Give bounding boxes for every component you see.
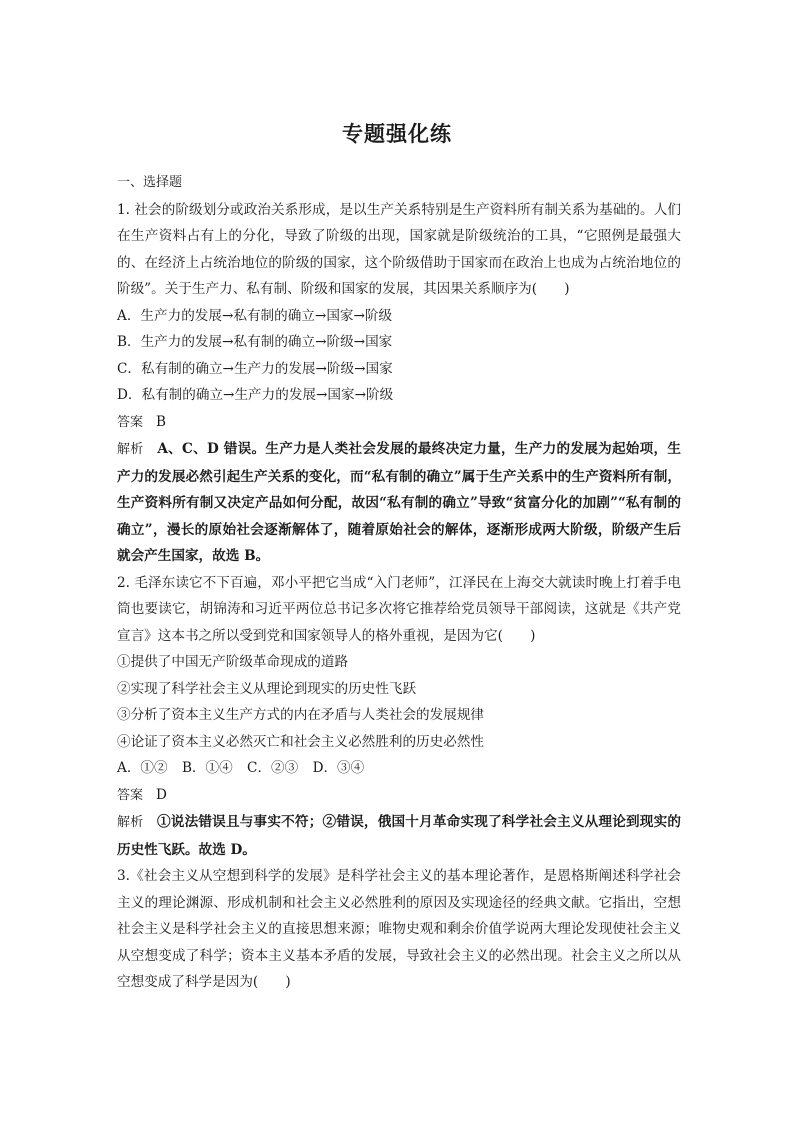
question-2-option-b: B．①④ [181, 760, 233, 776]
question-1-option-d: D．私有制的确立→生产力的发展→国家→阶级 [117, 387, 394, 403]
question-2-item-4: ④论证了资本主义必然灭亡和社会主义必然胜利的历史必然性 [117, 733, 485, 750]
question-2-item-3: ③分析了资本主义生产方式的内在矛盾与人类社会的发展规律 [117, 707, 485, 723]
section-heading: 一、选择题 [117, 175, 183, 190]
question-2-options [117, 755, 681, 782]
question-1-stem: 1. 社会的阶级划分或政治关系形成，是以生产关系特别是生产资料所有制关系为基础的。人们在生产资料占有上的分化，导致了阶级的出现，国家就是阶级统治的工具，“它照例是最强大的、在经济上占统治地位的阶级的国家，这个阶级借助于国家而在政治上也成为占统治地位的阶级”。关于生产力、私有制、阶级和国家的发展，其因果关系顺序为( ) [117, 201, 681, 297]
question-2-option-c: C．②③ [247, 760, 299, 776]
page-title: 专题强化练 [342, 121, 452, 146]
question-1-option-a: A．生产力的发展→私有制的确立→国家→阶级 [117, 307, 393, 324]
question-3-stem: 3.《社会主义从空想到科学的发展》是科学社会主义的基本理论著作，是恩格斯阐述科学社会主义的理论渊源、形成机制和社会主义必然胜利的原因及实现途径的经典文献。它指出，空想社会主义是科学社会主义的直接思想来源；唯物史观和剩余价值学说两大理论发现使社会主义从空想变成了科学；资本主义基本矛盾的发展，导致社会主义的必然出现。社会主义之所以从空想变成了科学是因为( ) [117, 868, 681, 990]
analysis-text: ①说法错误且与事实不符；②错误，俄国十月革命实现了科学社会主义从理论到现实的历史性飞跃。故选 D。 [117, 814, 681, 858]
question-2-option-a: A．①② [117, 760, 168, 776]
question-list [117, 170, 681, 996]
answer-value: D [155, 786, 167, 803]
analysis-text: A、C、D 错误。生产力是人类社会发展的最终决定力量，生产力的发展为起始项，生产力的发展必然引起生产关系的变化，而“私有制的确立”属于生产关系中的生产资料所有制，生产资料所有制又决定产品如何分配，故因“私有制的确立”导致“贫富分化的加剧”“私有制的确立”，漫长的原始社会逐渐解体了，随着原始社会的解体，逐渐形成两大阶级，阶级产生后就会产生国家，故选 B。 [117, 441, 681, 564]
question-1-analysis [117, 436, 681, 570]
question-2-item-2: ②实现了科学社会主义从理论到现实的历史性飞跃 [117, 680, 417, 697]
analysis-label: 解析 [117, 815, 144, 830]
question-1-answer [117, 409, 681, 437]
question-2-answer [117, 782, 681, 810]
question-2-analysis [117, 809, 681, 863]
question-2-option-d: D．③④ [312, 760, 365, 776]
answer-label: 答案 [117, 787, 144, 803]
question-2-item-1: ①提供了中国无产阶级革命现成的道路 [117, 654, 349, 670]
answer-label: 答案 [117, 414, 144, 430]
analysis-label: 解析 [117, 442, 144, 457]
question-1-option-b: B．生产力的发展→私有制的确立→阶级→国家 [117, 334, 393, 350]
answer-value: B [155, 413, 166, 430]
question-2-stem: 2. 毛泽东读它不下百遍，邓小平把它当成“入门老师”，江泽民在上海交大就读时晚上打着手电筒也要读它，胡锦涛和习近平两位总书记多次将它推荐给党员领导干部阅读，这就是《共产党宣言》这本书之所以受到党和国家领导人的格外重视，是因为它( ) [117, 574, 681, 644]
question-1-option-c: C．私有制的确立→生产力的发展→阶级→国家 [117, 360, 393, 377]
